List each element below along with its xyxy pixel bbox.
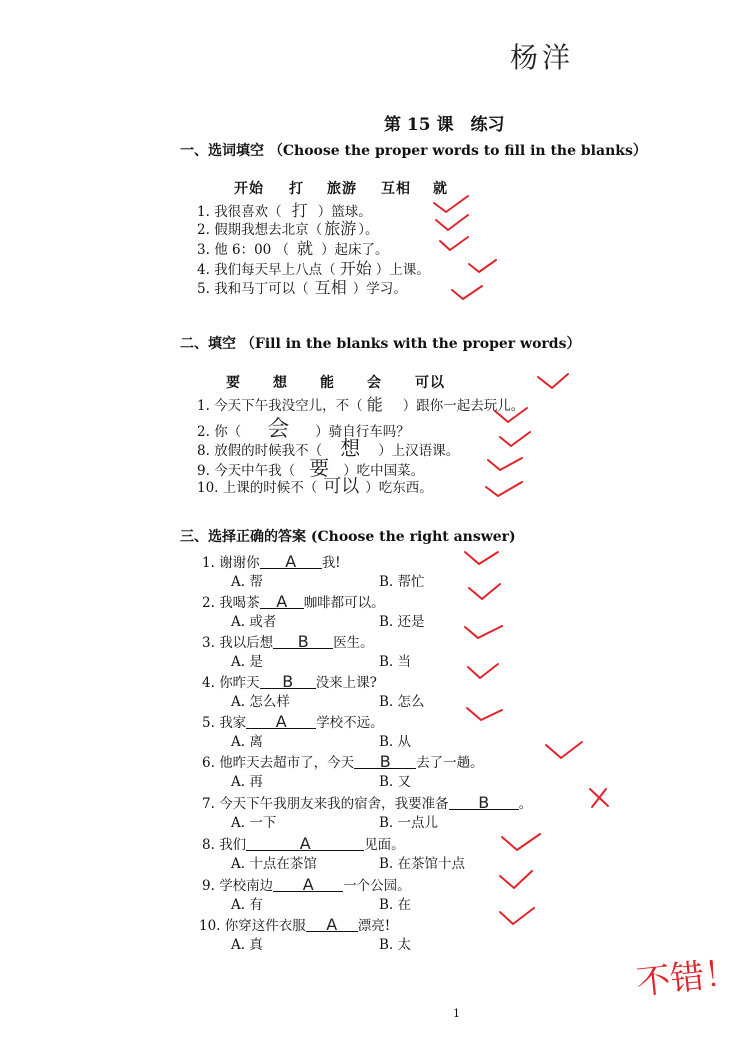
word-bank-item: 想 (273, 375, 288, 391)
word-bank-item: 开始 (234, 181, 264, 197)
check-mark-icon (436, 215, 468, 230)
word-bank-item: 会 (367, 375, 382, 391)
handwritten-answer[interactable]: 想 (340, 436, 361, 460)
word-bank-item: 就 (433, 181, 448, 197)
teacher-comment: 不错！ (634, 952, 741, 1004)
item-number: 2. (197, 424, 210, 440)
handwritten-answer[interactable]: 开始 (339, 259, 372, 278)
check-mark-icon (500, 871, 532, 888)
item-text: 学校不远。 (316, 715, 384, 731)
item-text: 见面。 (364, 837, 405, 853)
option-a[interactable]: A. 帮 (231, 574, 263, 590)
check-mark-icon (469, 584, 500, 599)
student-name: 杨洋 (510, 41, 575, 74)
option-b[interactable]: B. 怎么 (379, 694, 425, 710)
check-mark-icon (465, 552, 498, 564)
handwritten-answer[interactable]: B (449, 793, 519, 810)
check-mark-icon (538, 374, 568, 388)
option-b[interactable]: B. 在茶馆十点 (379, 856, 466, 872)
item-number: 1. (197, 204, 210, 220)
item-number: 4. (202, 675, 215, 691)
item-text: ）学习。 (352, 281, 407, 297)
word-bank-item: 旅游 (327, 181, 357, 197)
option-b[interactable]: B. 从 (379, 734, 412, 750)
item-text: 今天下午我没空儿，不（ (214, 398, 363, 414)
check-mark-icon (468, 664, 498, 678)
item-text: 学校南边 (219, 878, 274, 894)
option-a[interactable]: A. 离 (231, 734, 263, 750)
word-bank-item: 可以 (415, 375, 445, 391)
check-mark-icon (467, 708, 502, 720)
item-text: 假期我想去北京（ (214, 222, 323, 238)
handwritten-answer[interactable]: 打 (291, 201, 308, 220)
handwritten-answer[interactable]: 可以 (323, 476, 360, 497)
item-text: ）吃东西。 (365, 480, 433, 496)
check-mark-icon (440, 237, 468, 250)
check-mark-icon (465, 626, 502, 638)
check-mark-icon (500, 432, 530, 446)
item-number: 5. (197, 281, 210, 297)
word-bank-item: 互相 (381, 181, 411, 197)
item-text: 你（ (214, 424, 242, 440)
item-text: ）。 (358, 222, 379, 238)
option-a[interactable]: A. 或者 (231, 614, 277, 630)
item-text: 你昨天 (219, 675, 260, 691)
word-bank-item: 要 (226, 375, 241, 391)
item-text: 我家 (219, 715, 247, 731)
option-b[interactable]: B. 一点儿 (379, 815, 439, 831)
item-text: 他 6：00 （ (214, 242, 290, 258)
check-mark-icon (452, 286, 482, 299)
item-text: ）上课。 (375, 262, 430, 278)
option-a[interactable]: A. 怎么样 (231, 694, 290, 710)
item-text: 今天下午我朋友来我的宿舍，我要准备 (219, 796, 449, 812)
handwritten-answer[interactable]: 会 (267, 417, 290, 442)
item-text: 上课的时候不（ (222, 480, 318, 496)
word-bank-item: 打 (289, 181, 304, 197)
item-text: 我很喜欢（ (214, 204, 282, 220)
item-number: 6. (202, 755, 215, 771)
section3-heading: 三、选择正确的答案 (Choose the right answer) (180, 529, 516, 545)
item-text: 我们每天早上八点（ (214, 262, 336, 278)
item-text: 漂亮! (357, 918, 391, 934)
item-text: 没来上课? (315, 675, 377, 691)
item-text: 我以后想 (219, 635, 274, 651)
option-a[interactable]: A. 再 (231, 774, 263, 790)
handwritten-answer[interactable]: 旅游 (324, 219, 357, 238)
option-a[interactable]: A. 十点在茶馆 (231, 856, 317, 872)
item-number: 1. (202, 555, 215, 571)
item-number: 3. (197, 242, 210, 258)
section2-heading: 二、填空 （Fill in the blanks with the proper words） (180, 336, 581, 352)
option-b[interactable]: B. 在 (379, 897, 412, 913)
item-text: ）起床了。 (321, 242, 389, 258)
option-a[interactable]: A. 真 (231, 937, 263, 953)
item-text: 。 (518, 796, 533, 812)
page-number: 1 (453, 1007, 460, 1020)
option-b[interactable]: B. 太 (379, 937, 412, 953)
item-text: 你穿这件衣服 (224, 918, 306, 934)
item-number: 10. (199, 918, 221, 934)
handwritten-answer[interactable]: A (260, 552, 322, 569)
handwritten-answer[interactable]: B (260, 672, 316, 689)
handwritten-answer[interactable]: A (260, 592, 304, 609)
check-mark-icon (488, 458, 522, 470)
option-b[interactable]: B. 帮忙 (379, 574, 425, 590)
section1-heading: 一、选词填空 （Choose the proper words to fill in the blanks） (180, 143, 647, 159)
item-text: 咖啡都可以。 (303, 595, 385, 611)
handwritten-answer[interactable]: 互相 (314, 278, 347, 297)
word-bank-item: 能 (320, 375, 335, 391)
handwritten-answer[interactable]: A (306, 915, 358, 932)
item-text: 放假的时候我不（ (214, 443, 323, 459)
item-number: 7. (202, 796, 215, 812)
item-text: 他昨天去超市了，今天 (219, 755, 355, 771)
handwritten-answer[interactable]: A (273, 875, 343, 892)
handwritten-answer[interactable]: A (246, 834, 364, 851)
item-text: 谢谢你 (219, 555, 260, 571)
handwritten-answer[interactable]: 要 (309, 456, 330, 480)
handwritten-answer[interactable]: B (354, 752, 416, 769)
handwritten-answer[interactable]: B (273, 632, 333, 649)
handwritten-answer[interactable]: A (246, 712, 316, 729)
check-mark-icon (486, 482, 522, 496)
option-a[interactable]: A. 是 (231, 654, 263, 670)
item-number: 4. (197, 262, 210, 278)
item-number: 8. (197, 443, 210, 459)
item-number: 2. (197, 222, 210, 238)
option-b[interactable]: B. 还是 (379, 614, 425, 630)
item-text: ）跟你一起去玩儿。 (402, 398, 525, 414)
check-mark-icon (500, 908, 534, 924)
item-number: 3. (202, 635, 215, 651)
item-text: 我! (321, 555, 341, 571)
item-text: 我喝茶 (219, 595, 260, 611)
handwritten-answer[interactable]: 能 (366, 395, 383, 414)
option-a[interactable]: A. 有 (231, 897, 263, 913)
item-text: 今天中午我（ (214, 463, 296, 479)
item-number: 9. (202, 878, 215, 894)
item-text: ）骑自行车吗？ (315, 424, 410, 440)
item-number: 8. (202, 837, 215, 853)
item-text: 医生。 (333, 635, 374, 651)
item-number: 2. (202, 595, 215, 611)
item-text: ）上汉语课。 (378, 443, 460, 459)
item-text: 一个公园。 (343, 878, 411, 894)
option-b[interactable]: B. 又 (379, 774, 412, 790)
option-b[interactable]: B. 当 (379, 654, 412, 670)
cross-mark-icon (590, 789, 608, 807)
item-number: 9. (197, 463, 210, 479)
item-text: ）篮球。 (317, 204, 372, 220)
check-mark-icon (546, 742, 582, 758)
option-a[interactable]: A. 一下 (231, 815, 277, 831)
check-mark-icon (502, 834, 540, 850)
page-title: 第 15 课 练习 (384, 115, 505, 135)
handwritten-answer[interactable]: 就 (297, 239, 314, 258)
item-text: 我和马丁可以（ (214, 281, 309, 297)
item-number: 1. (197, 398, 210, 414)
item-number: 5. (202, 715, 215, 731)
check-mark-icon (469, 260, 496, 272)
item-text: ）吃中国菜。 (343, 463, 425, 479)
check-mark-icon (434, 196, 468, 212)
item-number: 10. (197, 480, 219, 496)
item-text: 去了一趟。 (416, 755, 484, 771)
check-mark-icon (495, 408, 527, 422)
item-text: 我们 (219, 837, 247, 853)
